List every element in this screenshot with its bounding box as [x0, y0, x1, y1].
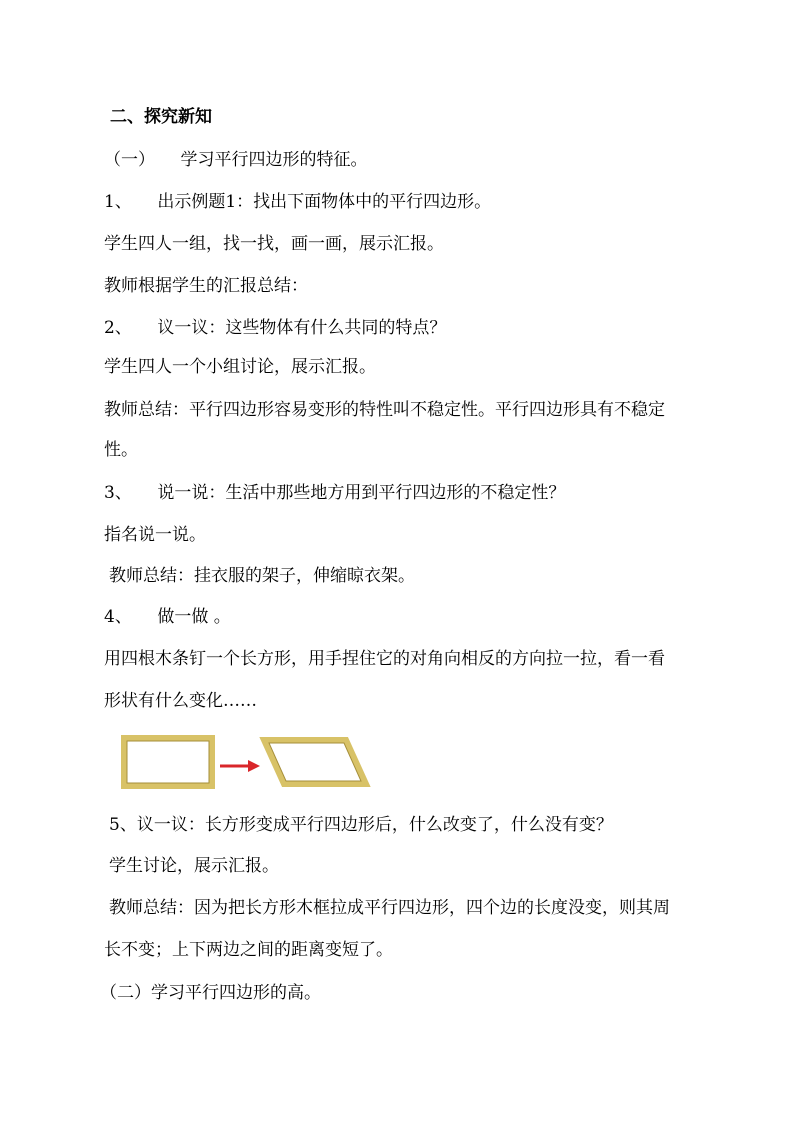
line-7: 教师总结：平行四边形容易变形的特性叫不稳定性。平行四边形具有不稳定 [104, 400, 665, 420]
line-18: 长不变；上下两边之间的距离变短了。 [104, 940, 393, 960]
line-8: 性。 [104, 440, 138, 460]
line-17: 教师总结：因为把长方形木框拉成平行四边形，四个边的长度没变，则其周 [109, 898, 670, 918]
wood-frame-parallelogram [264, 740, 366, 784]
line-9: 3、 说一说：生活中那些地方用到平行四边形的不稳定性？ [104, 483, 566, 503]
line-19: （二）学习平行四边形的高。 [100, 983, 321, 1003]
section-heading: 二、探究新知 [110, 107, 212, 127]
line-5: 2、 议一议：这些物体有什么共同的特点？ [104, 318, 447, 338]
line-2: 1、 出示例题1：找出下面物体中的平行四边形。 [104, 192, 492, 212]
red-arrow-head [248, 760, 260, 772]
line-16: 学生讨论，展示汇报。 [109, 856, 279, 876]
line-13: 用四根木条钉一个长方形，用手捏住它的对角向相反的方向拉一拉，看一看 [104, 649, 665, 669]
rectangle-to-parallelogram-figure [118, 730, 374, 792]
line-10: 指名说一说。 [104, 525, 206, 545]
line-4: 教师根据学生的汇报总结： [104, 276, 308, 296]
line-3: 学生四人一组，找一找，画一画，展示汇报。 [104, 234, 444, 254]
line-12: 4、 做一做 。 [104, 607, 231, 627]
wood-frame-rectangle [124, 738, 212, 786]
line-14: 形状有什么变化…… [104, 691, 257, 711]
line-15: 5、议一议：长方形变成平行四边形后，什么改变了，什么没有变？ [109, 815, 613, 835]
line-1: （一） 学习平行四边形的特征。 [104, 150, 368, 170]
wood-frame-rectangle-inner-edge [127, 741, 209, 783]
line-6: 学生四人一个小组讨论，展示汇报。 [104, 357, 376, 377]
line-11: 教师总结：挂衣服的架子，伸缩晾衣架。 [109, 566, 415, 586]
